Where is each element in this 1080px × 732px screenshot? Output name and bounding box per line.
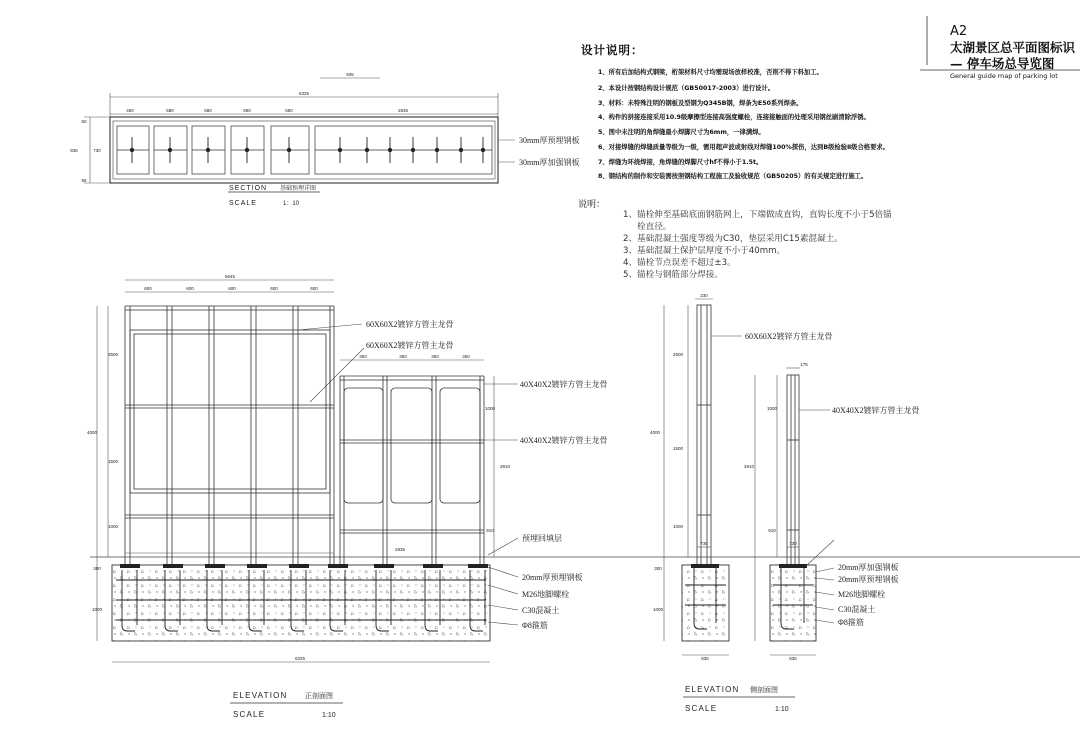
front-callout-embedded-plate: 20mm厚预埋钢板 — [522, 573, 583, 582]
side-dim-left-a: 4000 — [649, 430, 661, 435]
front-caption-en: ELEVATION — [233, 691, 288, 700]
sheet-code: A2 — [950, 24, 968, 39]
side-dim-left-b: 910 — [768, 528, 776, 533]
side-scale-value: 1:10 — [775, 706, 789, 713]
front-callout-concrete: C30混凝土 — [522, 606, 560, 615]
section-view — [70, 72, 579, 207]
front-dim-left: 2500 — [107, 352, 119, 357]
section-dim-row: 580 — [285, 108, 293, 113]
section-dim-top-a: 935 — [346, 72, 354, 77]
note-item: 5、锚栓与钢筋部分焊接。 — [623, 270, 723, 280]
section-caption-en: SECTION — [229, 185, 268, 192]
section-dim-row: 580 — [243, 108, 251, 113]
design-notes-heading: 设计说明： — [581, 43, 644, 57]
section-dim-left: 836 — [70, 148, 78, 153]
section-scale-label: SCALE — [229, 200, 257, 207]
design-note-item: 6、对接焊缝的焊缝质量等级为一级，需用超声波或射线对焊缝100%探伤，达到B级检验Ⅱ级合格要求。 — [598, 144, 889, 151]
note-item: 3、基础混凝土保护层厚度不小于40mm。 — [623, 246, 786, 256]
section-dim-left: 56 — [81, 178, 87, 183]
side-dim-bottom: 836 — [701, 656, 709, 661]
section-callout-embedded-plate: 30mm厚预埋钢板 — [519, 136, 580, 145]
front-scale-value: 1:10 — [322, 712, 336, 719]
front-callout-main-keel-b: 60X60X2镀锌方管主龙骨 — [366, 341, 454, 350]
front-dim-left: 300 — [93, 566, 101, 571]
side-dim-left-a: 2500 — [672, 352, 684, 357]
front-foundation — [112, 565, 490, 641]
design-note-item: 2、本设计按钢结构设计规范（GB50017-2003）进行设计。 — [598, 85, 775, 92]
side-callout-embedded-plate: 20mm厚预埋钢板 — [838, 575, 899, 584]
section-scale-value: 1：10 — [283, 201, 300, 207]
design-note-item: 5、图中未注明的角焊缝最小焊脚尺寸为6mm，一律满焊。 — [598, 129, 765, 136]
front-callout-main-keel-a: 60X60X2镀锌方管主龙骨 — [366, 320, 454, 329]
side-caption-en: ELEVATION — [685, 685, 740, 694]
front-callout-backfill: 预埋回填层 — [522, 534, 562, 543]
design-note-item: 8、钢结构的制作和安装需按照钢结构工程施工及验收规范（GB50205）的有关规定进行施工。 — [598, 173, 868, 180]
section-dim-row: 580 — [166, 108, 174, 113]
section-dim-row: 2835 — [397, 108, 409, 113]
side-dim-left-b: 2910 — [743, 464, 755, 469]
side-dim-top: 175 — [800, 362, 808, 367]
side-dim-bottom: 836 — [789, 656, 797, 661]
front-dim-panel: 600 — [228, 286, 236, 291]
note-item: 4、锚栓节点误差不超过±3。 — [623, 258, 736, 268]
side-dim-left-a: 1000 — [652, 607, 664, 612]
front-dim-small: 350 — [399, 354, 407, 359]
front-dim-small: 350 — [431, 354, 439, 359]
side-dim-left-a: 1000 — [672, 524, 684, 529]
front-dim-panel: 600 — [270, 286, 278, 291]
side-elevation — [650, 293, 920, 713]
front-large-frame — [125, 306, 334, 565]
front-dim-bottom: 6325 — [294, 656, 306, 661]
front-callout-sub-keel-b: 40X40X2镀锌方管主龙骨 — [520, 436, 608, 445]
front-dim-top: 5645 — [224, 274, 236, 279]
side-dim-base: 730 — [789, 541, 797, 546]
side-callout-anchor-bolt: M26地脚螺栓 — [838, 590, 886, 599]
front-callout-anchor-bolt: M26地脚螺栓 — [522, 590, 570, 599]
side-callout-reinforcing-plate: 20mm厚加强钢板 — [838, 563, 899, 572]
front-dim-left: 1000 — [91, 607, 103, 612]
front-dim-left: 4000 — [86, 430, 98, 435]
design-note-item: 4、构件的拼接连接采用10.9级摩擦型连接高强度螺栓，连接接触面的处理采用钢丝刷清除浮锈。 — [598, 114, 870, 121]
design-note-item: 1、所有后加结构式钢梁，桁架材料尺寸均需现场放样校准，否则不得下料加工。 — [598, 69, 823, 76]
section-callout-reinforcing-plate: 30mm厚加强钢板 — [519, 158, 580, 167]
side-foundation-b — [770, 565, 816, 641]
side-scale-label: SCALE — [685, 704, 718, 713]
side-callout-main-keel: 60X60X2镀锌方管主龙骨 — [745, 332, 833, 341]
section-dim-row: 580 — [204, 108, 212, 113]
front-dim-small: 350 — [359, 354, 367, 359]
side-dim-top: 230 — [700, 293, 708, 298]
sheet-title-en: General guide map of parking lot — [950, 72, 1058, 80]
sheet-title-line1: 太湖景区总平面图标识 — [950, 40, 1076, 55]
note-item: 2、基础混凝土强度等级为C30，垫层采用C15素混凝土。 — [623, 234, 843, 244]
title-block-lines — [920, 16, 1080, 70]
design-note-item: 3、材料：未特殊注明的钢板及型钢为Q345B钢，焊条为E50系列焊条。 — [598, 100, 803, 107]
front-dim-panel: 600 — [310, 286, 318, 291]
section-dim-top-b: 6325 — [298, 91, 310, 96]
front-dim-base: 2835 — [394, 547, 406, 552]
front-caption-cn: 正剖面图 — [305, 693, 333, 700]
section-dim-left: 730 — [93, 148, 101, 153]
side-tall-post — [697, 305, 711, 565]
note-item: 1、锚栓伸至基础底面钢筋网上，下端做成直钩，直钩长度不小于5倍锚 — [623, 210, 892, 220]
front-dim-panel: 600 — [144, 286, 152, 291]
side-callout-concrete: C30混凝土 — [838, 605, 876, 614]
side-callout-sub-keel: 40X40X2镀锌方管主龙骨 — [832, 406, 920, 415]
sheet-title-line2: — 停车场总导览图 — [950, 56, 1055, 71]
side-dim-base: 730 — [700, 541, 708, 546]
side-callout-stirrup: Φ8箍筋 — [838, 618, 864, 627]
design-note-item: 7、焊缝为环绕焊接，角焊缝的焊脚尺寸hf不得小于1.5t。 — [598, 159, 763, 166]
section-dim-row: 460 — [126, 108, 134, 113]
front-callout-stirrup: Φ8箍筋 — [522, 621, 548, 630]
front-dim-left: 1500 — [107, 459, 119, 464]
side-caption-cn: 侧剖面图 — [750, 687, 778, 694]
side-dim-left-b: 1000 — [766, 406, 778, 411]
side-foundation-a — [682, 565, 729, 641]
front-scale-label: SCALE — [233, 710, 266, 719]
front-dim-right: 2910 — [499, 464, 511, 469]
note-item: 栓直径。 — [637, 222, 672, 232]
front-callout-sub-keel-a: 40X40X2镀锌方管主龙骨 — [520, 380, 608, 389]
section-caption-cn: 基础预埋详图 — [280, 186, 317, 192]
side-dim-left-a: 300 — [654, 566, 662, 571]
side-short-post — [787, 375, 799, 565]
front-small-frame — [340, 376, 484, 565]
front-dim-right: 1000 — [484, 406, 496, 411]
front-dim-panel: 600 — [186, 286, 194, 291]
front-dim-left: 1000 — [107, 524, 119, 529]
side-dim-left-a: 1500 — [672, 446, 684, 451]
front-dim-small: 350 — [462, 354, 470, 359]
notes-heading: 说明： — [578, 200, 606, 210]
front-dim-right: 910 — [486, 528, 494, 533]
section-dim-left: 50 — [81, 119, 87, 124]
front-base-plates — [120, 564, 488, 568]
front-elevation — [87, 274, 1080, 719]
